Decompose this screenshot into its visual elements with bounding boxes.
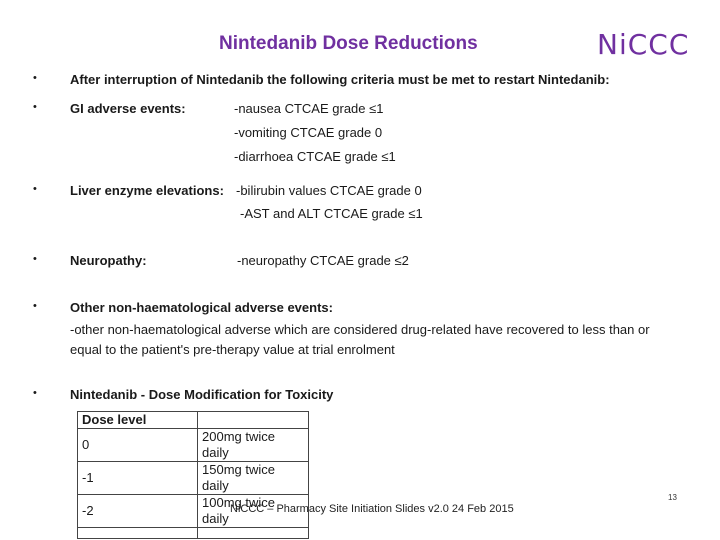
dose-modification-heading: Nintedanib - Dose Modification for Toxicity <box>70 387 334 402</box>
neuropathy-label: Neuropathy: <box>70 253 147 268</box>
bullet-icon: • <box>33 101 37 113</box>
bullet-icon: • <box>33 253 37 265</box>
page-number: 13 <box>668 493 677 502</box>
bullet-icon: • <box>33 72 37 84</box>
dose-level-cell: -2 <box>78 495 198 528</box>
slide-title: Nintedanib Dose Reductions <box>219 33 478 54</box>
table-row <box>78 528 309 539</box>
dose-amount-cell: 150mg twice daily <box>198 462 309 495</box>
dose-level-cell <box>78 528 198 539</box>
gi-criterion: -vomiting CTCAE grade 0 <box>234 125 383 140</box>
liver-criterion: -bilirubin values CTCAE grade 0 <box>236 183 422 198</box>
bullet-restart-criteria: After interruption of Nintedanib the following criteria must be met to restart Nintedanib: <box>70 72 610 87</box>
bullet-icon: • <box>33 183 37 195</box>
bullet-icon: • <box>33 300 37 312</box>
dose-level-table <box>77 411 309 539</box>
dose-amount-cell: 100mg twice daily <box>198 495 309 528</box>
dose-level-cell: 0 <box>78 429 198 462</box>
table-header-row <box>78 412 309 429</box>
dose-amount-cell <box>198 528 309 539</box>
slide-footer: NiCCC – Pharmacy Site Initiation Slides v2.0 24 Feb 2015 <box>230 503 514 515</box>
niccc-logo: NiCCC <box>597 28 690 61</box>
bullet-icon: • <box>33 387 37 399</box>
liver-criterion: -AST and ALT CTCAE grade ≤1 <box>240 206 423 221</box>
table-header-cell: Dose level <box>78 412 198 429</box>
dose-amount-cell: 200mg twice daily <box>198 429 309 462</box>
neuropathy-criterion: -neuropathy CTCAE grade ≤2 <box>237 253 409 268</box>
gi-criterion: -nausea CTCAE grade ≤1 <box>234 101 384 116</box>
table-row <box>78 462 309 495</box>
other-adverse-label: Other non-haematological adverse events: <box>70 300 333 315</box>
table-row <box>78 429 309 462</box>
gi-criterion: -diarrhoea CTCAE grade ≤1 <box>234 149 396 164</box>
other-adverse-text: -other non-haematological adverse which are considered drug-related have recovered to less than or equal to the patient's pre-therapy value at trial enrolment <box>70 322 650 357</box>
dose-level-cell: -1 <box>78 462 198 495</box>
gi-adverse-label: GI adverse events: <box>70 101 186 116</box>
liver-enzyme-label: Liver enzyme elevations: <box>70 183 224 198</box>
table-header-cell <box>198 412 309 429</box>
